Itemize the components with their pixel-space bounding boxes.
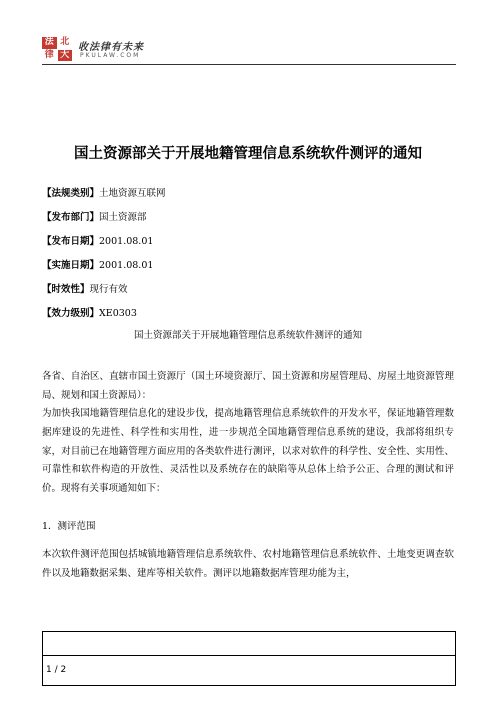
meta-department [42, 209, 147, 223]
meta-validity [42, 281, 128, 295]
document-title: 国土资源部关于开展地籍管理信息系统软件测评的通知 [74, 146, 422, 162]
meta-effective-date [42, 257, 153, 271]
meta-value: 2001.08.01 [99, 236, 154, 247]
logo-char: 大 [58, 50, 73, 62]
meta-key: 【法规类别】 [42, 188, 100, 199]
body-paragraph: 各省、自治区、直辖市国土资源厅（国土环境资源厅、国土资源和房屋管理局、房屋土地资源管理局、规划和国土资源局）： [42, 371, 454, 401]
meta-key: 【实施日期】 [42, 260, 100, 271]
logo-char: 法 [42, 37, 57, 49]
meta-category [42, 185, 166, 199]
brand-slogan: 收法律有未来 [78, 42, 144, 53]
footer-divider [42, 655, 456, 656]
footer-box [42, 631, 456, 686]
logo-char: 北 [60, 37, 70, 48]
logo-char: 律 [44, 49, 54, 60]
page-number: 1 / 2 [46, 665, 67, 675]
body-paragraph: 为加快我国地籍管理信息化的建设步伐，提高地籍管理信息系统软件的开发水平，保证地籍管理数据库建设的先进性、科学性和实用性，进一步规范全国地籍管理信息系统的建设，我部将组织专家，对目前已在地籍管理方面应用的各类软件进行测评，以求对软件的科学性、安全性、实用性、可靠性和软件构造的开放性、灵活性以及系统存在的缺陷等从总体上给予公正、合理的测试和评价。现将有关事项通知如下： [42, 408, 454, 495]
body-paragraph: 本次软件测评范围包括城镇地籍管理信息系统软件、农村地籍管理信息系统软件、土地变更调查软件以及地籍数据采集、建库等相关软件。测评以地籍数据库管理功能为主， [42, 549, 454, 579]
meta-value: 国土资源部 [99, 212, 147, 223]
pkulaw-logo [42, 37, 72, 61]
meta-key: 【时效性】 [42, 284, 90, 295]
meta-value: 2001.08.01 [99, 260, 154, 271]
meta-value: 现行有效 [89, 284, 128, 295]
meta-key: 【发布部门】 [42, 212, 100, 223]
meta-value: 土地资源互联网 [99, 188, 166, 199]
section-heading: 1．测评范围 [42, 521, 96, 532]
header-divider [42, 64, 456, 65]
meta-level [42, 305, 137, 319]
meta-key: 【效力级别】 [42, 308, 100, 319]
brand-url: PKULAW.COM [80, 52, 141, 59]
meta-publish-date [42, 233, 153, 247]
document-subtitle: 国土资源部关于开展地籍管理信息系统软件测评的通知 [133, 330, 362, 341]
meta-key: 【发布日期】 [42, 236, 100, 247]
meta-value: XE0303 [99, 308, 137, 319]
